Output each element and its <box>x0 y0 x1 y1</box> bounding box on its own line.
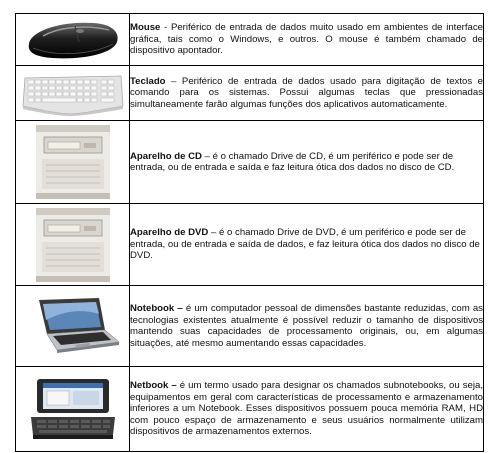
table-row <box>16 66 484 121</box>
image-cell <box>16 204 130 286</box>
table-row <box>16 14 484 66</box>
device-description: é um termo usado para designar os chamados subnotebooks, ou seja, equipamentos em geral com características de processamento e armazenamento inferiores a um Notebook. Esses dispositivos possuem pouca memória RAM, HD com pouco espaço de armazenamento e seus usuários normalmente utilizam dispositivos de armazenamentos externos. <box>130 380 483 438</box>
table-row <box>16 367 484 452</box>
dvd-drive-icon <box>34 206 112 284</box>
image-cell <box>16 14 130 66</box>
device-name: Mouse <box>130 22 161 34</box>
device-name: Teclado <box>130 75 166 87</box>
device-description: - Periférico de entrada de dados muito usado em ambientes de interface gráfica, tais como o Windows, e outros. O mouse é também chamado de dispositivo apontador. <box>130 22 483 57</box>
image-cell <box>16 121 130 204</box>
device-name: Netbook – <box>130 380 177 392</box>
description-cell <box>130 367 484 452</box>
table-row <box>16 204 484 286</box>
mouse-icon <box>23 18 123 62</box>
description-cell <box>130 204 484 286</box>
netbook-icon <box>27 377 119 441</box>
image-cell <box>16 286 130 367</box>
device-name: Aparelho de DVD <box>130 227 209 239</box>
device-description: é um computador pessoal de dimensões bastante reduzidas, com as tecnologias existentes atualmente é possível reduzir o tamanho de dispositivos mantendo suas capacidades de processamento originais, ou, em algumas situações, até mesmo aumentando essas capacidades. <box>130 303 483 349</box>
device-description: – é o chamado Drive de DVD, é um periférico e pode ser de entrada, ou de entrada e saída de dados, e faz leitura ótica dos dados no disco de DVD. <box>130 227 480 262</box>
description-cell <box>130 286 484 367</box>
description-cell <box>130 121 484 204</box>
image-cell <box>16 367 130 452</box>
table-row <box>16 286 484 367</box>
device-name: Notebook – <box>130 303 183 314</box>
keyboard-icon <box>21 70 125 116</box>
device-name: Aparelho de CD <box>130 150 202 162</box>
cd-drive-icon <box>34 123 112 201</box>
device-description: – é o chamado Drive de CD, é um periférico e pode ser de entrada, ou de entrada e saída e faz leitura ótica dos dados no disco de CD. <box>130 150 455 173</box>
devices-table <box>15 13 484 452</box>
table-row <box>16 121 484 204</box>
notebook-icon <box>25 296 121 356</box>
device-description: – Periférico de entrada de dados usado para digitação de textos e comando para os sistemas. Possui algumas teclas que pressionadas simultaneamente farão algumas funções dos aplicativos automaticamente. <box>130 75 483 110</box>
description-cell <box>130 66 484 121</box>
image-cell <box>16 66 130 121</box>
description-cell <box>130 14 484 66</box>
